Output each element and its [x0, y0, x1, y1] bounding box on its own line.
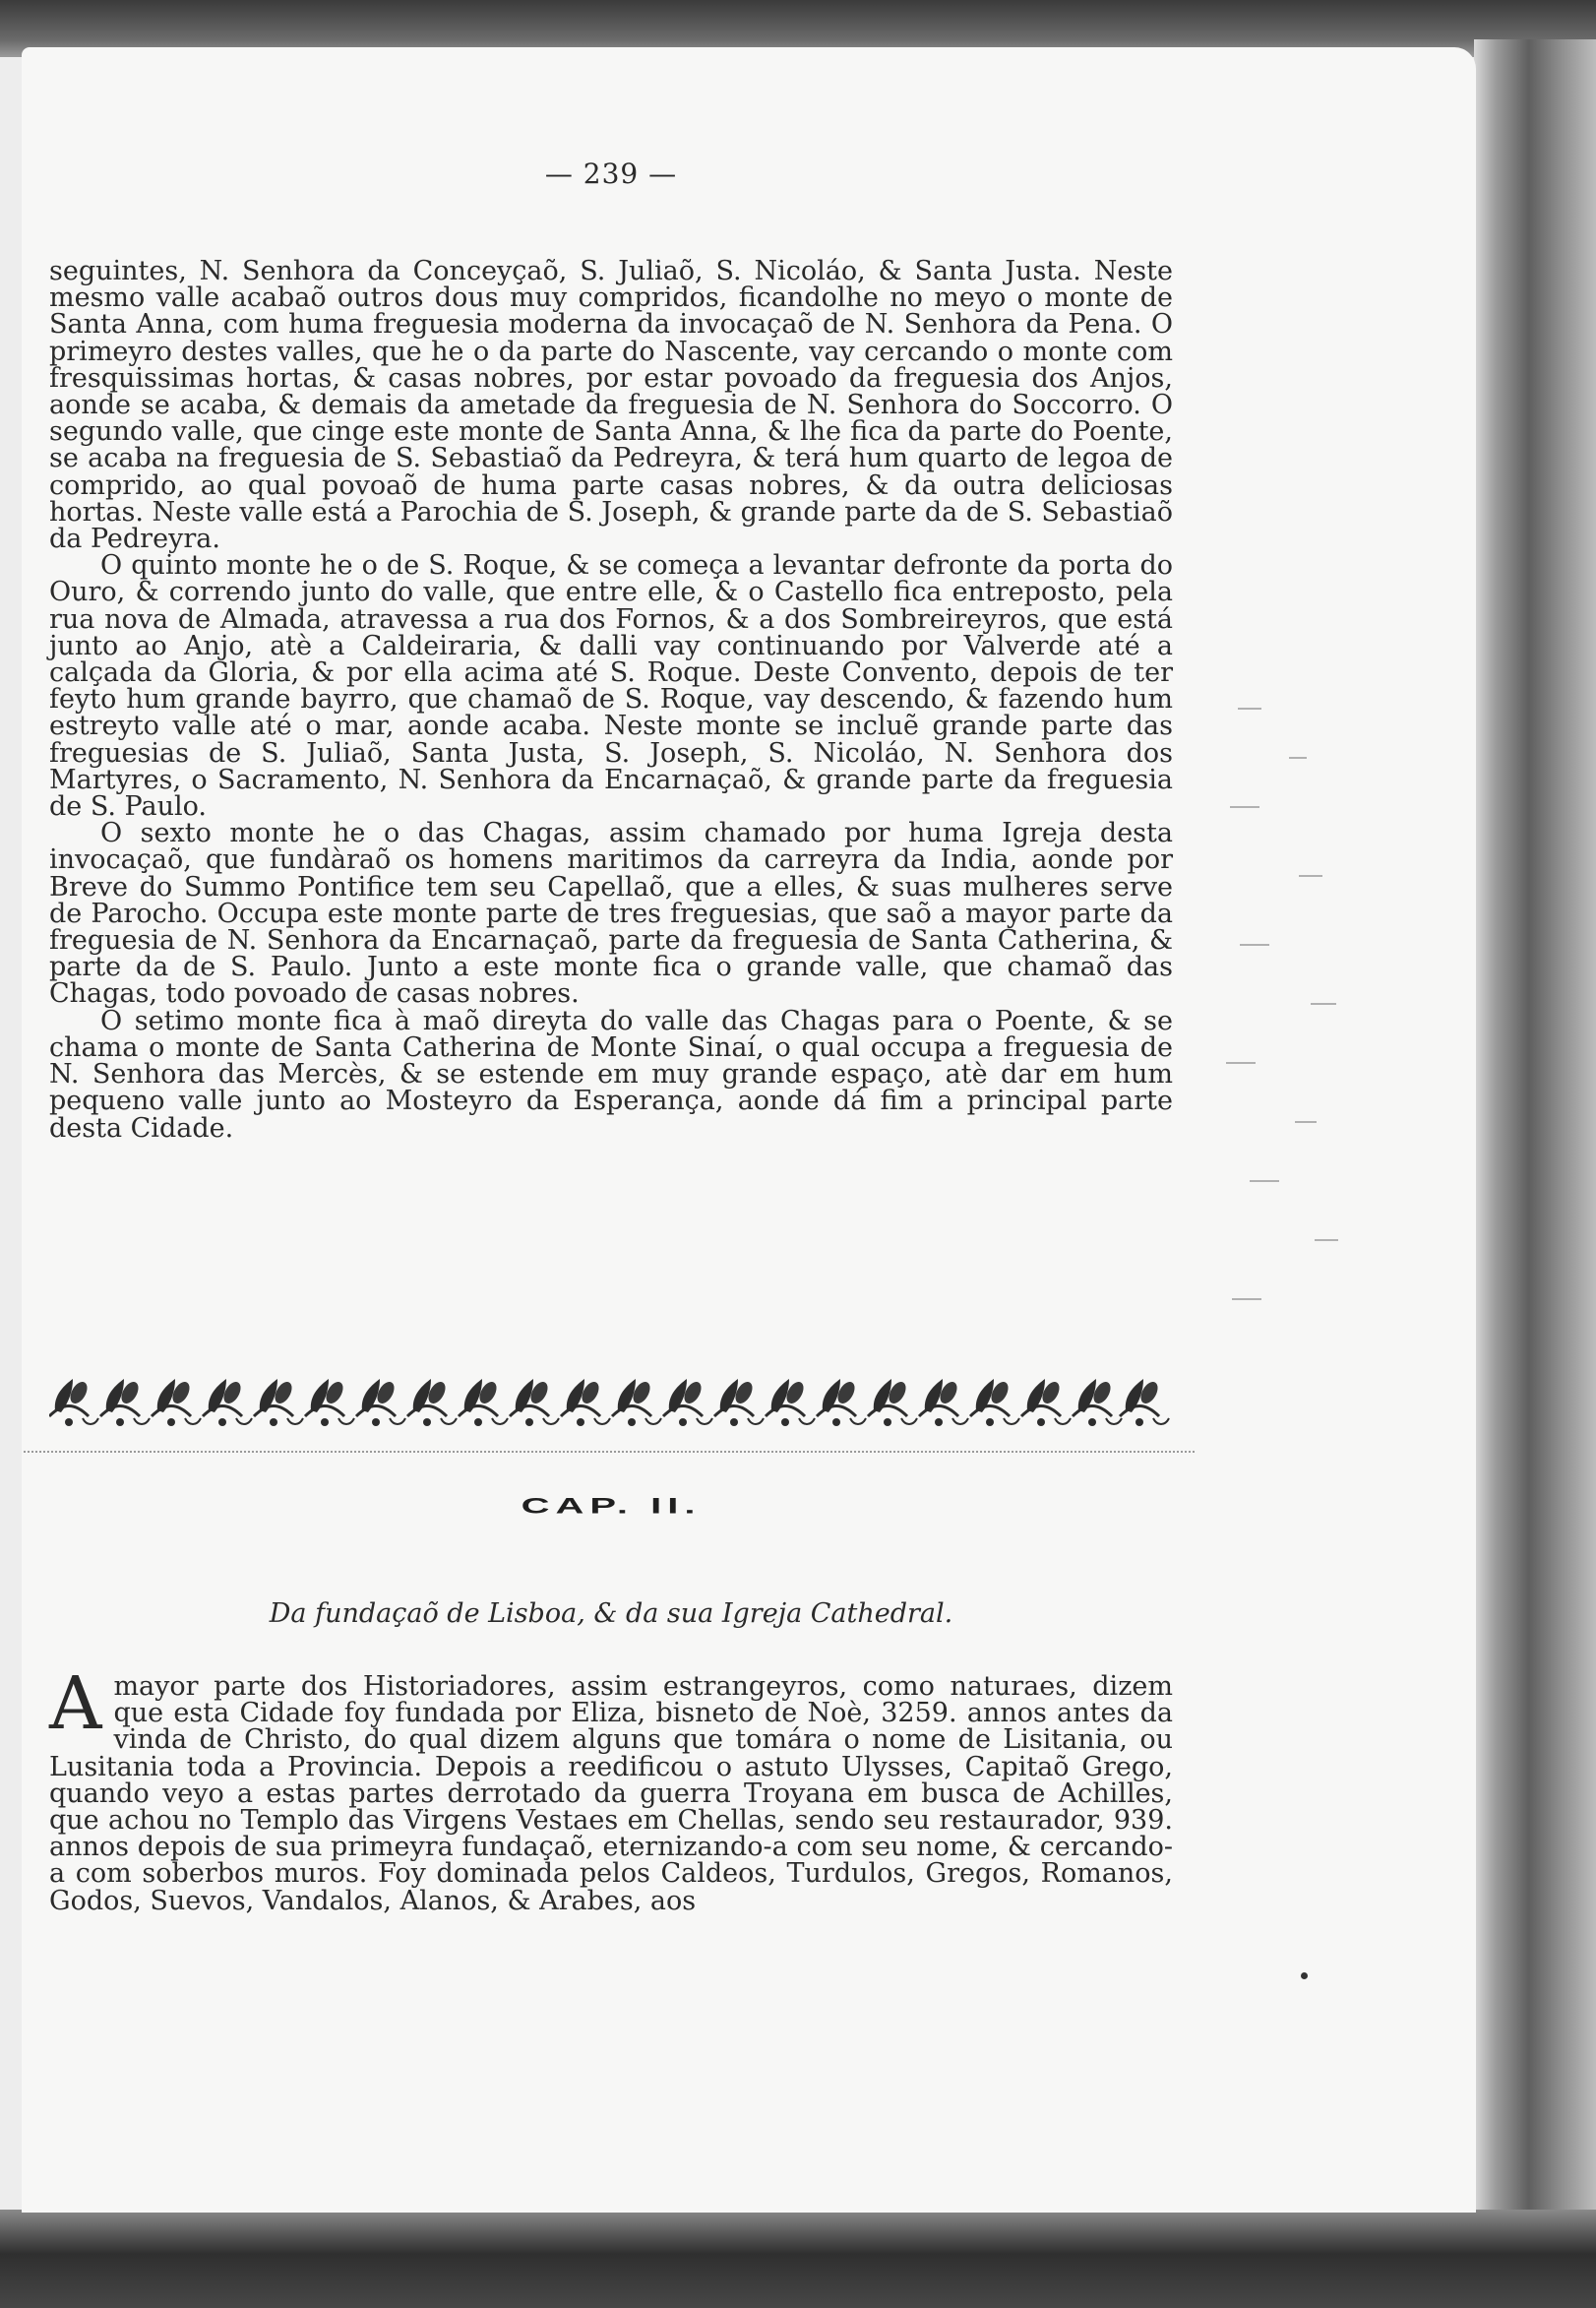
chapter-subtitle: Da fundaçaõ de Lisboa, & da sua Igreja Cathedral.: [269, 1598, 953, 1629]
ornament-row: [49, 1379, 1169, 1426]
paragraph-continuation: seguintes, N. Senhora da Conceyçaõ, S. Juliaõ, S. Nicoláo, & Santa Justa. Neste mesmo valle acabaõ outros dous muy compridos, ficandolhe no meyo o monte de Santa Anna, com huma freguesia moderna da invocaçaõ de N. Senhora da Pena. O primeyro destes valles, que he o da parte do Nascente, vay cercando o monte com fresquissimas hortas, & casas nobres, por estar povoado da freguesia dos Anjos, aonde se acaba, & demais da ametade da freguesia de N. Senhora do Soccorro. O segundo valle, que cinge este monte de Santa Anna, & lhe fica da parte do Poente, se acaba na freguesia de S. Sebastiaõ da Pedreyra, & terá hum quarto de legoa de comprido, ao qual povoaõ de huma parte casas nobres, & da outra deliciosas hortas. Neste valle está a Parochia de S. Joseph, & grande parte da de S. Sebastiaõ da Pedreyra.: [49, 256, 1173, 555]
paragraph-seventh-hill: O setimo monte fica à maõ direyta do valle das Chagas para o Poente, & se chama o monte de Santa Catherina de Monte Sinaí, o qual occupa a freguesia de N. Senhora das Mercès, & se estende em muy grande espaço, atè dar em hum pequeno valle junto ao Mosteyro da Esperança, aonde dá fim a principal parte desta Cidade.: [49, 1005, 1173, 1144]
text-block-top: [49, 258, 1173, 1142]
scan-border-bottom: [0, 2210, 1596, 2308]
paragraph-foundation-text: mayor parte dos Historiadores, assim estrangeyros, como naturaes, dizem que esta Cidade foy fundada por Eliza, bisneto de Noè, 3259. annos antes da vinda de Christo, do qual dizem alguns que tomára o nome de Lisitania, ou Lusitania toda a Provincia. Depois a reedificou o astuto Ulysses, Capitaõ Grego, quando veyo a estas partes derrotado da guerra Troyana em busca de Achilles, que achou no Templo das Virgens Vestaes em Chellas, sendo seu restaurador, 939. annos depois de sua primeyra fundaçaõ, eternizando-a com seu nome, & cercando-a com soberbos muros. Foy dominada pelos Caldeos, Turdulos, Gregos, Romanos, Godos, Suevos, Vandalos, Alanos, & Arabes, aos: [49, 1671, 1173, 1916]
fold-line: [24, 1451, 1195, 1453]
text-block-chapter: [49, 1661, 1173, 1916]
page-number: — 239 —: [544, 157, 678, 190]
floral-vine-ornament-icon: [49, 1373, 1171, 1432]
paragraph-sixth-hill: O sexto monte he o das Chagas, assim chamado por huma Igreja desta invocaçaõ, que fundàraõ os homens maritimos da carreyra da India, aonde por Breve do Summo Pontifice tem seu Capellaõ, que a elles, & suas mulheres serve de Parocho. Occupa este monte parte de tres freguesias, que saõ a mayor parte da freguesia de N. Senhora da Encarnaçaõ, parte da freguesia de Santa Catherina, & parte da de S. Paulo. Junto a este monte fica o grande valle, que chamaõ das Chagas, todo povoado de casas nobres.: [49, 818, 1173, 1010]
margin-scratch-marks: [1220, 689, 1417, 1378]
chapter-heading: CAP. II.: [521, 1494, 702, 1519]
drop-cap: A: [49, 1661, 102, 1746]
paragraph-foundation: [49, 1661, 1173, 1916]
scan-border-right: [1474, 39, 1596, 2224]
paragraph-fifth-hill: O quinto monte he o de S. Roque, & se começa a levantar defronte da porta do Ouro, & correndo junto do valle, que entre elle, & o Castello fica entreposto, pela rua nova de Almada, atravessa a rua dos Fornos, & a dos Sombreireyros, que está junto ao Anjo, atè a Caldeiraria, & dalli vay continuando por Valverde até a calçada da Gloria, & por ella acima até S. Roque. Deste Convento, depois de ter feyto hum grande bayrro, que chamaõ de S. Roque, vay descendo, & fazendo hum estreyto valle até o mar, aonde acaba. Neste monte se incluẽ grande parte das freguesias de S. Juliaõ, Santa Justa, S. Joseph, S. Nicoláo, N. Senhora dos Martyres, o Sacramento, N. Senhora da Encarnaçaõ, & grande parte da freguesia de S. Paulo.: [49, 550, 1173, 823]
ink-dot: [1301, 1972, 1308, 1979]
